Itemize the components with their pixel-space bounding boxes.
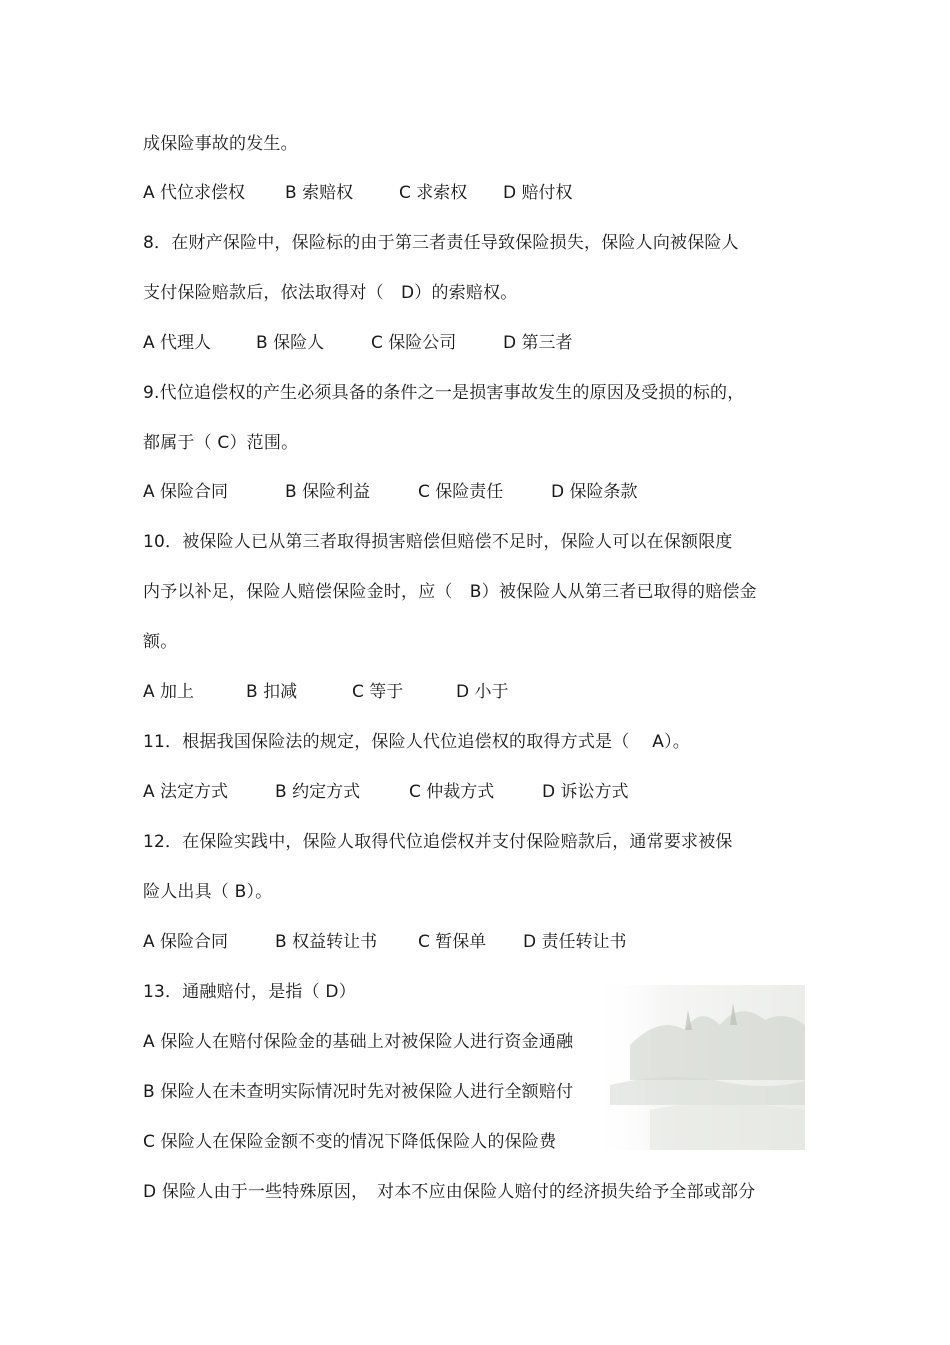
text-line: 成保险事故的发生。 xyxy=(143,134,298,154)
option-a: A 加上 xyxy=(143,682,195,702)
question-10-line-3: 额。 xyxy=(143,632,178,652)
option-c: C 仲裁方式 xyxy=(409,782,495,802)
question-13-line-1: 13．通融赔付，是指（ D） xyxy=(143,982,356,1002)
option-b: B 扣减 xyxy=(246,682,298,702)
landscape-watermark-icon xyxy=(590,985,805,1150)
option-c: C 暂保单 xyxy=(418,932,487,952)
option-c: C 保险责任 xyxy=(418,482,504,502)
question-10-line-2: 内予以补足，保险人赔偿保险金时，应（ B）被保险人从第三者已取得的赔偿金 xyxy=(143,582,757,602)
option-c: C 等于 xyxy=(352,682,404,702)
question-12-line-2: 险人出具（ B）。 xyxy=(143,882,273,902)
question-8-line-2: 支付保险赔款后，依法取得对（ D）的索赔权。 xyxy=(143,283,518,303)
question-10-line-1: 10．被保险人已从第三者取得损害赔偿但赔偿不足时，保险人可以在保额限度 xyxy=(143,532,733,552)
option-d: D 赔付权 xyxy=(503,183,573,203)
option-d: D 第三者 xyxy=(503,333,573,353)
option-d: D 责任转让书 xyxy=(523,932,627,952)
option-d: D 小于 xyxy=(456,682,509,702)
option-c: C 求索权 xyxy=(399,183,468,203)
option-b: B 保险利益 xyxy=(285,482,371,502)
question-8-line-1: 8．在财产保险中，保险标的由于第三者责任导致保险损失，保险人向被保险人 xyxy=(143,233,739,253)
option-a: A 法定方式 xyxy=(143,782,229,802)
option-d: D 保险条款 xyxy=(551,482,638,502)
option-line-c: C 保险人在保险金额不变的情况下降低保险人的保险费 xyxy=(143,1132,557,1152)
option-a: A 保险合同 xyxy=(143,932,229,952)
question-12-line-1: 12．在保险实践中，保险人取得代位追偿权并支付保险赔款后，通常要求被保 xyxy=(143,832,733,852)
question-9-line-2: 都属于（ C）范围。 xyxy=(143,433,299,453)
option-a: A 代理人 xyxy=(143,333,212,353)
option-a: A 保险合同 xyxy=(143,482,229,502)
option-b: B 约定方式 xyxy=(275,782,361,802)
option-d: D 诉讼方式 xyxy=(542,782,629,802)
option-line-b: B 保险人在未查明实际情况时先对被保险人进行全额赔付 xyxy=(143,1082,574,1102)
option-line-d: D 保险人由于一些特殊原因， 对本不应由保险人赔付的经济损失给予全部或部分 xyxy=(143,1182,756,1202)
option-b: B 索赔权 xyxy=(285,183,354,203)
option-b: B 权益转让书 xyxy=(275,932,378,952)
question-11-line-1: 11．根据我国保险法的规定，保险人代位追偿权的取得方式是（ A）。 xyxy=(143,732,690,752)
option-b: B 保险人 xyxy=(256,333,325,353)
option-a: A 代位求偿权 xyxy=(143,183,246,203)
option-line-a: A 保险人在赔付保险金的基础上对被保险人进行资金通融 xyxy=(143,1032,574,1052)
question-9-line-1: 9.代位追偿权的产生必须具备的条件之一是损害事故发生的原因及受损的标的， xyxy=(143,383,745,403)
option-c: C 保险公司 xyxy=(371,333,457,353)
